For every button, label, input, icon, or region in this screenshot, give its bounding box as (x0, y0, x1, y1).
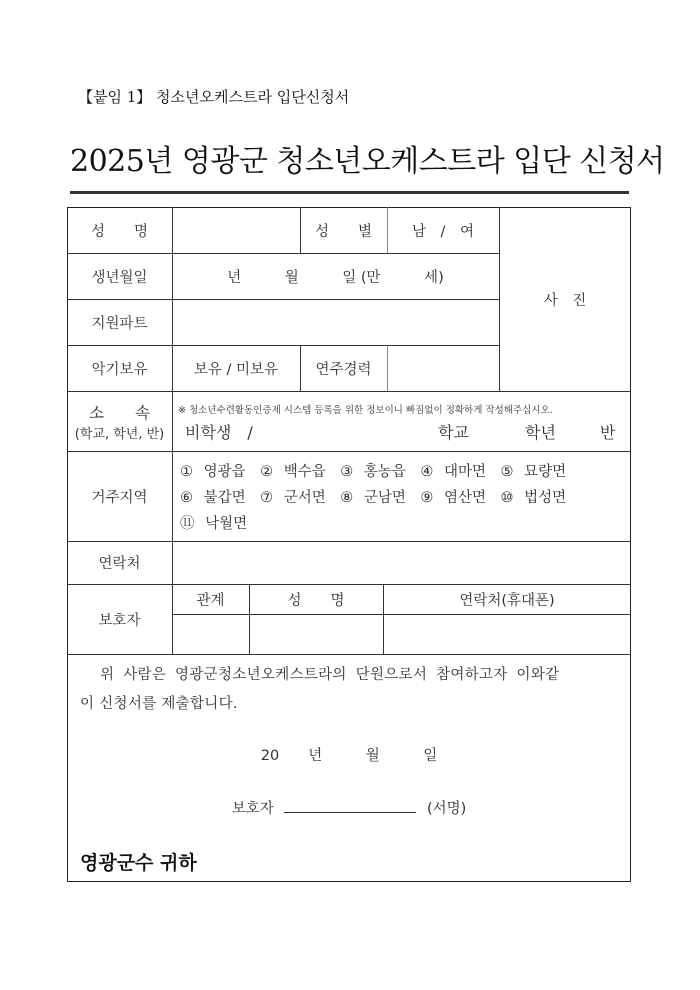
affiliation-label-cell (67, 391, 172, 451)
name-field[interactable] (172, 207, 300, 253)
affiliation-label: 소 속 (89, 403, 150, 422)
instrument-label: 악기보유 (91, 361, 148, 378)
signature-row (67, 797, 631, 818)
contact-label: 연락처 (98, 556, 141, 572)
attachment-label: 【붙임 1】 청소년오케스트라 입단신청서 (78, 88, 350, 106)
affiliation-sublabel: (학교, 학년, 반) (74, 426, 165, 442)
signature-line[interactable] (284, 798, 416, 813)
guardian-phone-field[interactable] (383, 614, 631, 654)
region-label: 거주지역 (91, 489, 148, 506)
guardian-col-relation: 관계 (196, 592, 225, 609)
page-title: 2025년 영광군 청소년오케스트라 입단 신청서 (70, 144, 665, 179)
application-date[interactable]: 20 년 월 일 (260, 748, 438, 764)
part-field[interactable] (172, 299, 499, 345)
affiliation-note: ※ 청소년수련활동인증제 시스템 등록을 위한 정보이니 빠짐없이 정확하게 작성해주십시오. (178, 405, 553, 416)
photo-box[interactable]: 사 진 (543, 292, 587, 309)
affiliation-grade[interactable]: 학년 (525, 423, 556, 442)
guardian-name-field[interactable] (249, 614, 383, 654)
guardian-relation-field[interactable] (172, 614, 249, 654)
signature-label: (서명) (426, 801, 467, 817)
birth-label: 생년월일 (91, 269, 148, 286)
experience-field[interactable] (387, 345, 499, 391)
experience-label: 연주경력 (315, 361, 372, 378)
addressee: 영광군수 귀하 (80, 852, 197, 874)
name-label: 성 명 (90, 223, 148, 240)
guardian-col-name: 성 명 (287, 592, 345, 609)
affiliation-nonstudent[interactable]: 비학생 / (185, 423, 253, 442)
guardian-label: 보호자 (98, 612, 141, 629)
guardian-col-phone: 연락처(휴대폰) (459, 592, 555, 609)
row-divider (67, 654, 631, 655)
declaration-line-2: 이 신청서를 제출합니다. (80, 696, 238, 712)
gender-field[interactable]: 남 / 여 (412, 223, 474, 240)
contact-field[interactable] (172, 541, 631, 584)
region-options-row-1[interactable]: ① 영광읍 ② 백수읍 ③ 홍농읍 ④ 대마면 ⑤ 묘량면 (180, 464, 567, 480)
affiliation-class[interactable]: 반 (600, 423, 616, 442)
instrument-field[interactable]: 보유 / 미보유 (193, 361, 279, 378)
region-options-row-3[interactable]: ⑪ 낙월면 (180, 516, 248, 532)
signer-label: 보호자 (231, 801, 274, 817)
part-label: 지원파트 (91, 315, 148, 332)
title-rule (70, 191, 629, 194)
gender-label: 성 별 (314, 223, 372, 240)
region-options-row-2[interactable]: ⑥ 불갑면 ⑦ 군서면 ⑧ 군남면 ⑨ 염산면 ⑩ 법성면 (180, 490, 567, 506)
affiliation-school[interactable]: 학교 (438, 423, 469, 442)
birth-field[interactable]: 년 월 일 (만 세) (227, 269, 444, 286)
declaration-line-1: 위 사람은 영광군청소년오케스트라의 단원으로서 참여하고자 이와같 (100, 667, 560, 683)
